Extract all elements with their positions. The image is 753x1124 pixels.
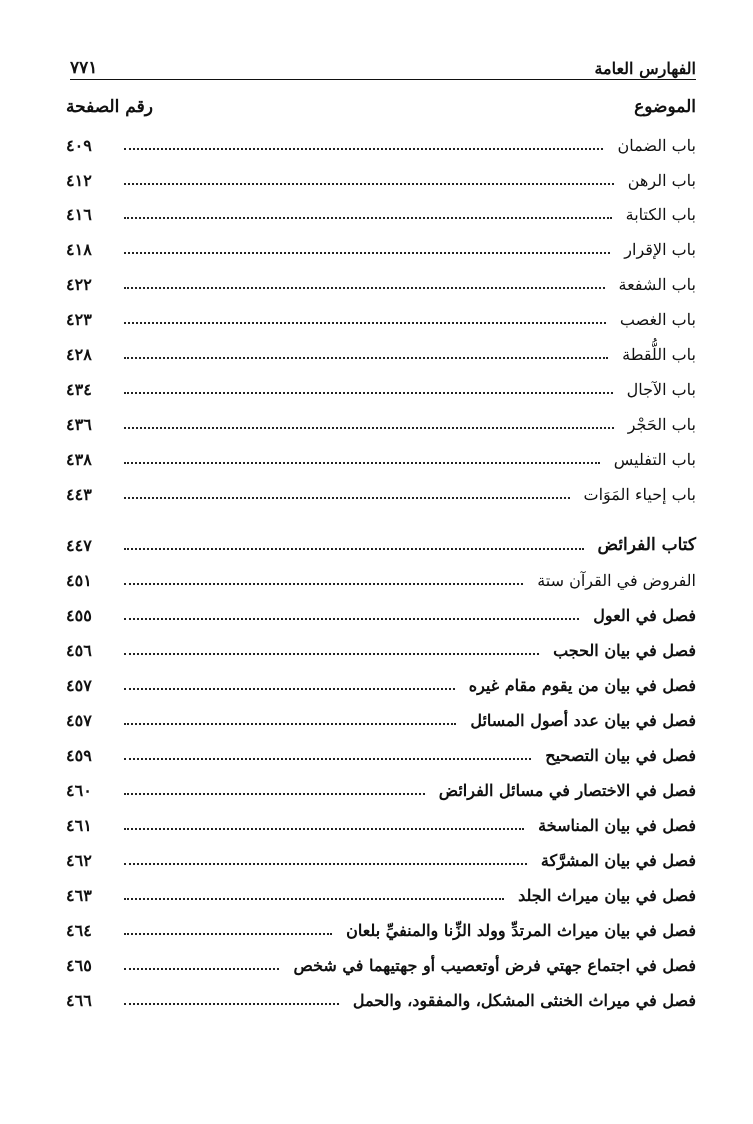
dot-leader	[124, 462, 600, 464]
column-headers	[66, 92, 696, 122]
entry-page: ٤٦٤	[66, 920, 92, 940]
entry-title: الفروض في القرآن ستة	[537, 570, 696, 590]
entry-page: ٤٦٥	[66, 955, 92, 975]
entry-page: ٤٠٩	[66, 135, 92, 155]
dot-leader	[124, 392, 613, 394]
entry-page: ٤٦٣	[66, 885, 92, 905]
dot-leader	[124, 148, 603, 150]
topic-column-header: الموضوع	[634, 97, 696, 117]
toc-entry	[66, 199, 696, 229]
dot-leader	[124, 968, 279, 970]
entry-title: باب إحياء المَوَات	[583, 484, 696, 504]
toc-entry	[66, 304, 696, 334]
dot-leader	[124, 933, 332, 935]
header-rule	[70, 79, 696, 80]
toc-entry	[66, 845, 696, 875]
toc-entry	[66, 444, 696, 474]
dot-leader	[124, 723, 456, 725]
dot-leader	[124, 653, 539, 655]
entry-page: ٤٥٧	[66, 710, 92, 730]
entry-page: ٤٥٧	[66, 675, 92, 695]
toc-entry	[66, 565, 696, 595]
entry-page: ٤٤٧	[66, 535, 92, 555]
dot-leader	[124, 217, 612, 219]
dot-leader	[124, 427, 614, 429]
entry-title: فصل في العول	[593, 605, 696, 625]
entry-title: باب الرهن	[627, 170, 696, 190]
dot-leader	[124, 548, 584, 550]
toc-entry	[66, 165, 696, 195]
entry-title: فصل في بيان عدد أصول المسائل	[470, 710, 696, 730]
toc-entry	[66, 915, 696, 945]
entry-page: ٤٤٣	[66, 484, 92, 504]
dot-leader	[124, 758, 531, 760]
entry-title: باب الآجال	[626, 379, 696, 399]
entry-title: باب الغصب	[619, 309, 696, 329]
entry-page: ٤٦٢	[66, 850, 92, 870]
entry-page: ٤٣٦	[66, 414, 92, 434]
entry-page: ٤٥٩	[66, 745, 92, 765]
toc-entry	[66, 950, 696, 980]
entry-title: فصل في ميراث الخنثى المشكل، والمفقود، والحمل	[352, 990, 696, 1010]
entry-title: باب اللُّقطة	[622, 344, 696, 364]
toc-entry	[66, 339, 696, 369]
dot-leader	[124, 183, 614, 185]
entry-title: باب الحَجْر	[627, 414, 696, 434]
entry-page: ٤٥٥	[66, 605, 92, 625]
entry-title: فصل في بيان ميراث المرتدِّ وولد الزِّنا والمنفيِّ بلعان	[346, 920, 696, 940]
toc-entry	[66, 985, 696, 1015]
entry-page: ٤١٦	[66, 204, 92, 224]
entry-page: ٤١٨	[66, 239, 92, 259]
dot-leader	[124, 287, 605, 289]
toc-entry	[66, 635, 696, 665]
toc-entry	[66, 479, 696, 509]
toc-entry	[66, 409, 696, 439]
dot-leader	[124, 863, 527, 865]
toc-entry	[66, 600, 696, 630]
entry-page: ٤٣٨	[66, 449, 92, 469]
page-column-header: رقم الصفحة	[66, 97, 153, 117]
entry-page: ٤١٢	[66, 170, 92, 190]
toc-entry	[66, 269, 696, 299]
dot-leader	[124, 793, 425, 795]
entry-page: ٤٢٨	[66, 344, 92, 364]
entry-title: فصل في بيان من يقوم مقام غيره	[468, 675, 696, 695]
running-header	[70, 52, 696, 78]
toc-entry	[66, 670, 696, 700]
toc-entry	[66, 130, 696, 160]
entry-title: فصل في اجتماع جهتي فرض أوتعصيب أو جهتيهما في شخص	[293, 955, 696, 975]
toc-entry	[66, 705, 696, 735]
toc-entry	[66, 234, 696, 264]
dot-leader	[124, 618, 579, 620]
running-title: الفهارس العامة	[594, 59, 696, 78]
entry-title: باب التفليس	[613, 449, 696, 469]
entry-title: فصل في بيان الحجب	[553, 640, 696, 660]
entry-page: ٤٦٠	[66, 780, 92, 800]
dot-leader	[124, 1003, 339, 1005]
entry-title: كتاب الفرائض	[597, 535, 696, 555]
toc-entry	[66, 880, 696, 910]
entry-title: فصل في بيان التصحيح	[545, 745, 696, 765]
entry-page: ٤٥٦	[66, 640, 92, 660]
toc-entry	[66, 775, 696, 805]
entry-page: ٤٣٤	[66, 379, 92, 399]
dot-leader	[124, 828, 524, 830]
entry-page: ٤٢٢	[66, 274, 92, 294]
entry-page: ٤٢٣	[66, 309, 92, 329]
entry-page: ٤٥١	[66, 570, 92, 590]
page-number: ٧٧١	[70, 58, 98, 78]
entry-title: فصل في الاختصار في مسائل الفرائض	[438, 780, 696, 800]
dot-leader	[124, 252, 610, 254]
entry-title: فصل في بيان ميراث الجلد	[518, 885, 696, 905]
dot-leader	[124, 357, 608, 359]
dot-leader	[124, 583, 523, 585]
dot-leader	[124, 497, 570, 499]
entry-title: فصل في بيان المشرَّكة	[540, 850, 696, 870]
toc-entry	[66, 374, 696, 404]
entry-page: ٤٦٦	[66, 990, 92, 1010]
dot-leader	[124, 898, 504, 900]
toc-chapter-entry	[66, 530, 696, 560]
dot-leader	[124, 688, 455, 690]
entry-title: باب الشفعة	[618, 274, 696, 294]
dot-leader	[124, 322, 606, 324]
entry-page: ٤٦١	[66, 815, 92, 835]
toc-entry	[66, 810, 696, 840]
toc-entry	[66, 740, 696, 770]
entry-title: باب الإقرار	[624, 239, 696, 259]
entry-title: باب الكتابة	[625, 204, 696, 224]
entry-title: فصل في بيان المناسخة	[538, 815, 696, 835]
entry-title: باب الضمان	[617, 135, 696, 155]
